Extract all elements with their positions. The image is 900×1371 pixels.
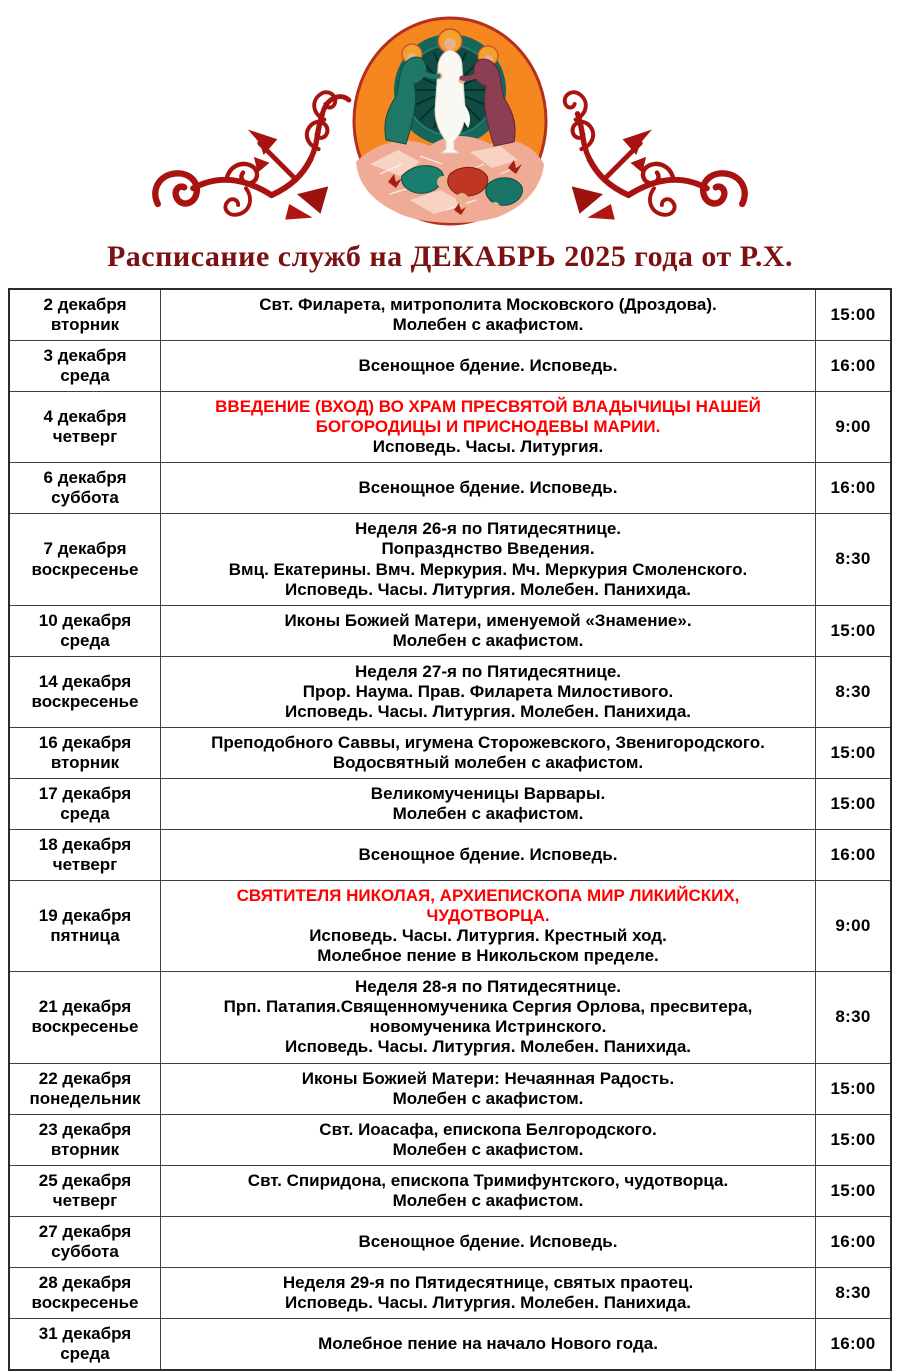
- row-date: 31 декабря: [38, 1323, 132, 1343]
- service-line: ВВЕДЕНИЕ (ВХОД) ВО ХРАМ ПРЕСВЯТОЙ ВЛАДЫЧИЦЫ НАШЕЙ: [215, 397, 761, 417]
- service-line: БОГОРОДИЦЫ И ПРИСНОДЕВЫ МАРИИ.: [315, 417, 661, 437]
- row-weekday: среда: [60, 803, 110, 823]
- date-cell: [9, 881, 161, 972]
- schedule-row: [9, 778, 891, 829]
- time-cell: 8:30: [816, 514, 892, 605]
- floral-ornament-right-icon: [556, 84, 752, 222]
- service-line: ЧУДОТВОРЦА.: [426, 906, 550, 926]
- service-line: Прп. Патапия.Священномученика Сергия Орлова, пресвитера,: [223, 997, 753, 1017]
- service-cell: [161, 463, 816, 514]
- row-date: 28 декабря: [38, 1272, 132, 1292]
- service-cell: [161, 289, 816, 341]
- row-weekday: среда: [60, 630, 110, 650]
- row-weekday: вторник: [50, 752, 120, 772]
- decorative-header: [0, 0, 900, 228]
- time-cell: 9:00: [816, 392, 892, 463]
- service-line: Иконы Божией Матери, именуемой «Знамение».: [284, 610, 692, 630]
- service-cell: [161, 1165, 816, 1216]
- row-weekday: суббота: [51, 488, 119, 508]
- service-cell: [161, 1114, 816, 1165]
- service-line: Неделя 27-я по Пятидесятнице.: [355, 661, 621, 681]
- row-weekday: суббота: [51, 1241, 119, 1261]
- row-date: 4 декабря: [43, 407, 127, 427]
- service-line: СВЯТИТЕЛЯ НИКОЛАЯ, АРХИЕПИСКОПА МИР ЛИКИЙСКИХ,: [236, 886, 740, 906]
- row-date: 3 декабря: [43, 346, 127, 366]
- service-line: Исповедь. Часы. Литургия. Молебен. Панихида.: [284, 1292, 692, 1312]
- date-cell: [9, 656, 161, 727]
- floral-ornament-left-icon: [148, 84, 344, 222]
- date-cell: [9, 830, 161, 881]
- row-date: 25 декабря: [38, 1170, 132, 1190]
- row-weekday: среда: [60, 1344, 110, 1364]
- service-line: Водосвятный молебен с акафистом.: [332, 752, 644, 772]
- service-cell: [161, 1267, 816, 1318]
- service-line: Исповедь. Часы. Литургия. Молебен. Панихида.: [284, 579, 692, 599]
- row-date: 16 декабря: [38, 732, 132, 752]
- service-line: Исповедь. Часы. Литургия. Молебен. Панихида.: [284, 701, 692, 721]
- schedule-row: [9, 972, 891, 1063]
- service-line: Всенощное бдение. Исповедь.: [358, 478, 618, 498]
- service-line: Молебен с акафистом.: [392, 315, 584, 335]
- time-cell: 8:30: [816, 1267, 892, 1318]
- service-line: Молебное пение на начало Нового года.: [318, 1333, 658, 1353]
- row-date: 10 декабря: [38, 610, 132, 630]
- time-cell: 15:00: [816, 778, 892, 829]
- row-weekday: воскресенье: [31, 1292, 139, 1312]
- service-line: Свт. Иоасафа, епископа Белгородского.: [319, 1119, 657, 1139]
- date-cell: [9, 1165, 161, 1216]
- time-cell: 15:00: [816, 605, 892, 656]
- date-cell: [9, 1267, 161, 1318]
- service-cell: [161, 341, 816, 392]
- schedule-row: [9, 656, 891, 727]
- service-line: Иконы Божией Матери: Нечаянная Радость.: [301, 1068, 675, 1088]
- service-line: Свт. Спиридона, епископа Тримифунтского, чудотворца.: [247, 1170, 729, 1190]
- date-cell: [9, 1318, 161, 1370]
- time-cell: 15:00: [816, 1114, 892, 1165]
- schedule-row: [9, 1216, 891, 1267]
- row-weekday: понедельник: [29, 1088, 141, 1108]
- service-cell: [161, 1063, 816, 1114]
- service-cell: [161, 1318, 816, 1370]
- row-date: 6 декабря: [43, 468, 127, 488]
- row-date: 23 декабря: [38, 1119, 132, 1139]
- time-cell: 8:30: [816, 972, 892, 1063]
- service-line: Вмц. Екатерины. Вмч. Меркурия. Мч. Меркурия Смоленского.: [228, 559, 748, 579]
- service-line: Исповедь. Часы. Литургия. Молебен. Панихида.: [284, 1037, 692, 1057]
- schedule-row: [9, 727, 891, 778]
- schedule-row: [9, 392, 891, 463]
- row-weekday: воскресенье: [31, 1017, 139, 1037]
- schedule-row: [9, 830, 891, 881]
- service-line: Преподобного Саввы, игумена Сторожевского, Звенигородского.: [211, 732, 765, 752]
- service-line: Молебен с акафистом.: [392, 1088, 584, 1108]
- transfiguration-icon: [348, 14, 552, 228]
- service-cell: [161, 514, 816, 605]
- row-weekday: четверг: [52, 855, 118, 875]
- row-date: 21 декабря: [38, 997, 132, 1017]
- service-cell: [161, 605, 816, 656]
- schedule-row: [9, 1063, 891, 1114]
- service-cell: [161, 972, 816, 1063]
- row-date: 7 декабря: [43, 539, 127, 559]
- page-title: Расписание служб на ДЕКАБРЬ 2025 года от Р.Х.: [106, 240, 793, 273]
- row-date: 27 декабря: [38, 1221, 132, 1241]
- schedule-row: [9, 1165, 891, 1216]
- service-line: Великомученицы Варвары.: [370, 783, 606, 803]
- service-cell: [161, 392, 816, 463]
- row-date: 2 декабря: [43, 295, 127, 314]
- service-cell: [161, 656, 816, 727]
- row-date: 18 декабря: [38, 835, 132, 855]
- row-weekday: вторник: [50, 315, 120, 335]
- service-line: Неделя 26-я по Пятидесятнице.: [355, 519, 621, 539]
- service-line: Неделя 28-я по Пятидесятнице.: [355, 977, 621, 997]
- row-weekday: пятница: [50, 926, 120, 946]
- time-cell: 16:00: [816, 830, 892, 881]
- time-cell: 9:00: [816, 881, 892, 972]
- row-weekday: воскресенье: [31, 691, 139, 711]
- date-cell: [9, 778, 161, 829]
- service-line: Всенощное бдение. Исповедь.: [358, 356, 618, 376]
- time-cell: 15:00: [816, 1063, 892, 1114]
- date-cell: [9, 341, 161, 392]
- date-cell: [9, 1063, 161, 1114]
- service-cell: [161, 830, 816, 881]
- row-date: 14 декабря: [38, 671, 132, 691]
- service-line: Молебен с акафистом.: [392, 803, 584, 823]
- time-cell: 16:00: [816, 1216, 892, 1267]
- service-cell: [161, 881, 816, 972]
- time-cell: 16:00: [816, 463, 892, 514]
- service-line: Всенощное бдение. Исповедь.: [358, 1231, 618, 1251]
- time-cell: 16:00: [816, 1318, 892, 1370]
- service-line: Всенощное бдение. Исповедь.: [358, 845, 618, 865]
- time-cell: 15:00: [816, 1165, 892, 1216]
- row-weekday: вторник: [50, 1139, 120, 1159]
- schedule-row: [9, 289, 891, 341]
- date-cell: [9, 463, 161, 514]
- service-cell: [161, 727, 816, 778]
- time-cell: 15:00: [816, 727, 892, 778]
- schedule-body: [9, 289, 891, 1370]
- schedule-row: [9, 1267, 891, 1318]
- service-line: Попразднство Введения.: [381, 539, 595, 559]
- schedule-row: [9, 463, 891, 514]
- row-weekday: среда: [60, 366, 110, 386]
- row-weekday: четверг: [52, 1190, 118, 1210]
- service-cell: [161, 778, 816, 829]
- date-cell: [9, 514, 161, 605]
- service-cell: [161, 1216, 816, 1267]
- row-date: 22 декабря: [38, 1068, 132, 1088]
- service-line: Исповедь. Часы. Литургия. Крестный ход.: [309, 926, 667, 946]
- service-line: Прор. Наума. Прав. Филарета Милостивого.: [302, 681, 674, 701]
- service-line: Молебен с акафистом.: [392, 1190, 584, 1210]
- service-line: Неделя 29-я по Пятидесятнице, святых праотец.: [282, 1272, 694, 1292]
- date-cell: [9, 392, 161, 463]
- time-cell: 8:30: [816, 656, 892, 727]
- service-line: Молебное пение в Никольском пределе.: [317, 946, 659, 966]
- schedule-row: [9, 1318, 891, 1370]
- date-cell: [9, 1114, 161, 1165]
- schedule-table: [8, 288, 892, 1371]
- service-line: Исповедь. Часы. Литургия.: [372, 437, 604, 457]
- date-cell: [9, 289, 161, 341]
- service-line: Молебен с акафистом.: [392, 1139, 584, 1159]
- time-cell: 16:00: [816, 341, 892, 392]
- row-weekday: воскресенье: [31, 559, 139, 579]
- row-date: 19 декабря: [38, 906, 132, 926]
- service-line: Свт. Филарета, митрополита Московского (Дроздова).: [259, 295, 717, 314]
- row-date: 17 декабря: [38, 783, 132, 803]
- service-line: Молебен с акафистом.: [392, 630, 584, 650]
- date-cell: [9, 605, 161, 656]
- schedule-row: [9, 881, 891, 972]
- time-cell: 15:00: [816, 289, 892, 341]
- schedule-row: [9, 1114, 891, 1165]
- date-cell: [9, 1216, 161, 1267]
- row-weekday: четверг: [52, 427, 118, 447]
- service-line: новомученика Истринского.: [369, 1017, 607, 1037]
- schedule-row: [9, 514, 891, 605]
- date-cell: [9, 972, 161, 1063]
- schedule-row: [9, 341, 891, 392]
- date-cell: [9, 727, 161, 778]
- schedule-row: [9, 605, 891, 656]
